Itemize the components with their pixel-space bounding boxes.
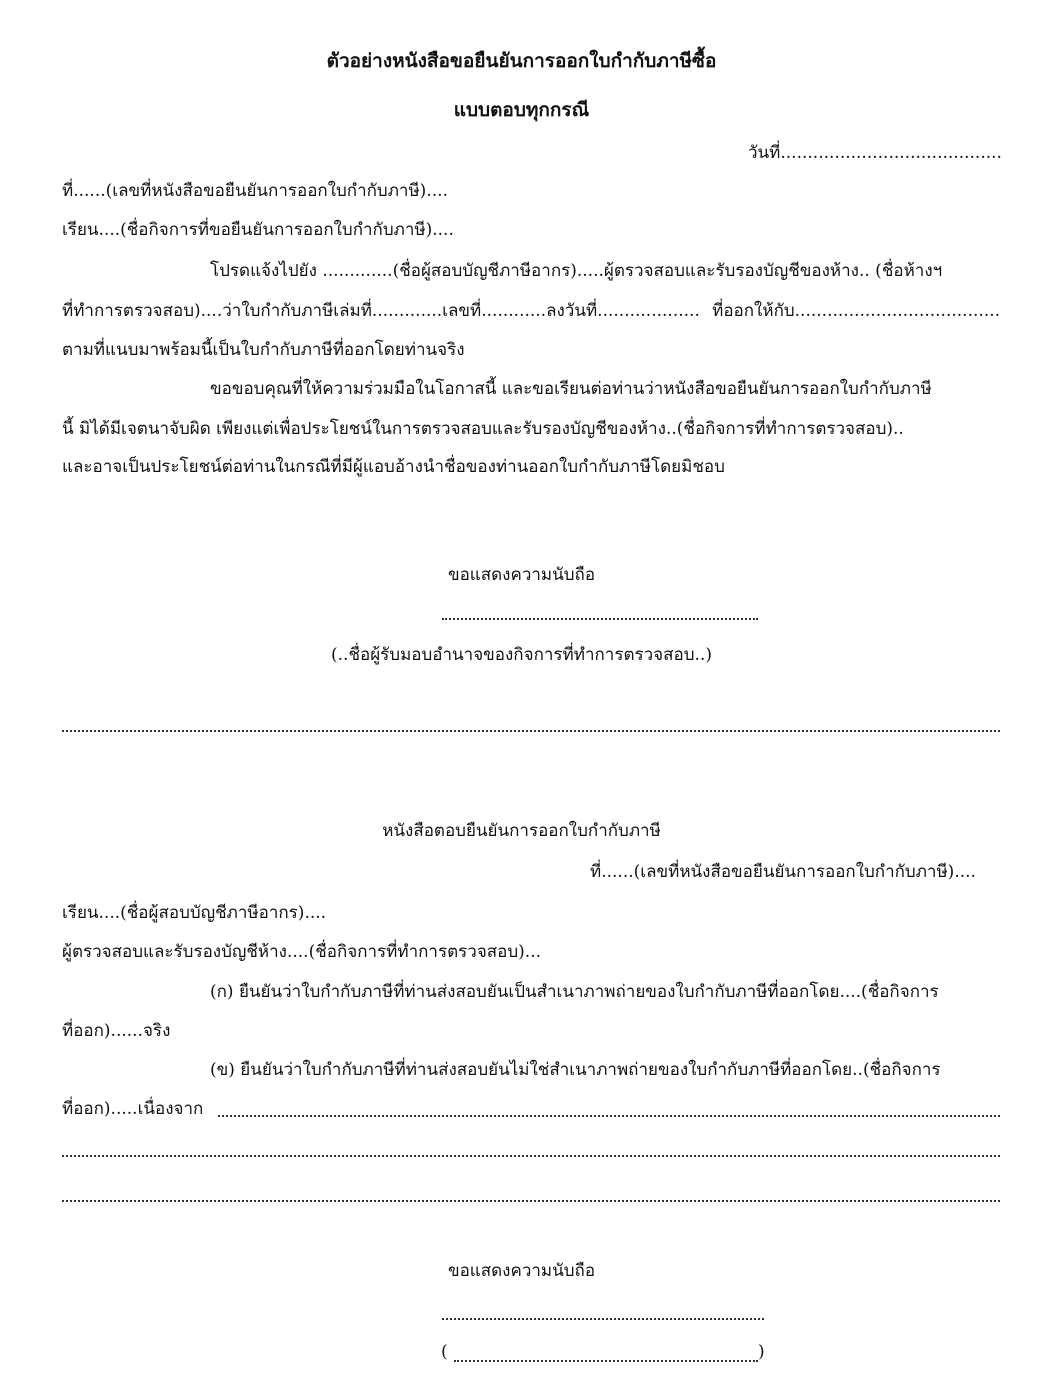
reply-signer-open-paren: ( [441, 1342, 448, 1362]
option-b-reason-dots [218, 1115, 1000, 1117]
document-subtitle: แบบตอบทุกกรณี [453, 99, 590, 121]
reply-ref-line: ที่......(เลขที่หนังสือขอยืนยันการออกใบกำกับภาษี).... [590, 862, 976, 882]
reply-signature-line [442, 1318, 764, 1320]
reply-closing: ขอแสดงความนับถือ [447, 1261, 596, 1281]
reply-to-line2: ผู้ตรวจสอบและรับรองบัญชีห้าง....(ชื่อกิจการที่ทำการตรวจสอบ)... [62, 942, 541, 962]
reason-line-3 [62, 1200, 1000, 1202]
reply-signer-close-paren: ) [758, 1342, 765, 1362]
request-para1-line2-part2: ที่ออกให้กับ...................................... [712, 301, 1000, 321]
request-ref-line: ที่......(เลขที่หนังสือขอยืนยันการออกใบกำกับภาษี).... [62, 181, 448, 201]
reply-signer-name-dots [454, 1360, 758, 1362]
request-signature-line [442, 618, 758, 620]
request-para1-line2 [62, 300, 1000, 322]
document-title: ตัวอย่างหนังสือขอยืนยันการออกใบกำกับภาษีซื้อ [326, 50, 717, 72]
request-closing: ขอแสดงความนับถือ [447, 565, 596, 585]
reply-heading: หนังสือตอบยืนยันการออกใบกำกับภาษี [382, 821, 661, 841]
reply-to-line: เรียน....(ชื่อผู้สอบบัญชีภาษีอากร).... [62, 903, 327, 923]
request-signer: (..ชื่อผู้รับมอบอำนาจของกิจการที่ทำการตรวจสอบ..) [331, 645, 712, 665]
date-line: วันที่......................................... [748, 143, 1002, 163]
reason-line-2 [62, 1155, 1000, 1157]
option-b-line1: (ข) ยืนยันว่าใบกำกับภาษีที่ท่านส่งสอบยันไม่ใช่สำเนาภาพถ่ายของใบกำกับภาษีที่ออกโดย..(ชื่อกิจการ [210, 1060, 941, 1080]
request-para2-line3: และอาจเป็นประโยชน์ต่อท่านในกรณีที่มีผู้แอบอ้างนำชื่อของท่านออกใบกำกับภาษีโดยมิชอบ [62, 457, 725, 477]
request-to-line: เรียน....(ชื่อกิจการที่ขอยืนยันการออกใบกำกับภาษี).... [62, 220, 454, 240]
request-para2-line2: นี้ มิได้มีเจตนาจับผิด เพียงแต่เพื่อประโยชน์ในการตรวจสอบและรับรองบัญชีของห้าง..(ชื่อกิจการที่ทำการตรวจสอบ).. [62, 419, 904, 439]
request-para1-line1: โปรดแจ้งไปยัง .............(ชื่อผู้สอบบัญชีภาษีอากร).....ผู้ตรวจสอบและรับรองบัญชีของห้าง.. (ชื่อห้างฯ [210, 261, 943, 281]
request-para1-line2-part1: ที่ทำการตรวจสอบ)....ว่าใบกำกับภาษีเล่มที่.............เลขที่............ลงวันที่................... [62, 301, 700, 321]
request-para2-line1: ขอขอบคุณที่ให้ความร่วมมือในโอกาสนี้ และขอเรียนต่อท่านว่าหนังสือขอยืนยันการออกใบกำกับภาษี [210, 379, 932, 399]
option-a-line1: (ก) ยืนยันว่าใบกำกับภาษีที่ท่านส่งสอบยันเป็นสำเนาภาพถ่ายของใบกำกับภาษีที่ออกโดย....(ชื่อกิจการ [210, 982, 939, 1002]
option-b-line2: ที่ออก).....เนื่องจาก [62, 1099, 204, 1119]
section-separator [62, 730, 1000, 732]
request-para1-line3: ตามที่แนบมาพร้อมนี้เป็นใบกำกับภาษีที่ออกโดยท่านจริง [62, 340, 465, 360]
option-a-line2: ที่ออก)......จริง [62, 1021, 171, 1041]
